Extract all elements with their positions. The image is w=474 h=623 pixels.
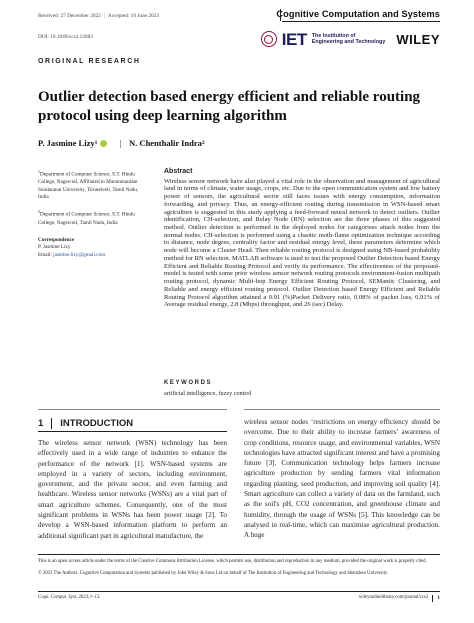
section-title: INTRODUCTION <box>60 418 134 429</box>
doi[interactable]: DOI: 10.1049/ccs2.12083 <box>38 34 93 40</box>
university-seal-icon <box>261 31 277 47</box>
correspondence-email <box>38 252 150 259</box>
footer-rule <box>38 591 440 592</box>
section-top-rule-left <box>38 409 227 410</box>
abstract <box>164 168 440 309</box>
section-top-rule-right <box>244 409 440 410</box>
iet-name-line1: The Institution of <box>311 32 356 39</box>
affiliation-1-text: Department of Computer Science, S.T. Hindu College, Nagercoil, Affiliated to Manonmaniam Sundaranar University, Tirunelveli, Tamil Nadu, India <box>38 171 139 200</box>
footnote-rule <box>38 554 440 555</box>
accepted-date: Accepted: 10 June 2023 <box>107 13 159 19</box>
orcid-icon[interactable] <box>100 140 107 147</box>
author-line: P. Jasmine Lizy 1 | N. Chenthalir Indra 2 <box>38 138 205 148</box>
author-1[interactable]: P. Jasmine Lizy <box>38 138 95 148</box>
footer-divider <box>432 595 433 602</box>
email-link[interactable]: jasmine.lizy@gmail.com <box>53 251 106 258</box>
affiliations <box>38 168 150 259</box>
iet-name <box>312 33 386 46</box>
intro-paragraph-right: wireless sensor nodes ‘restrictions on energy efficiency should be overcome. Due to their ability to increase farmers’ awareness of crop conditions, resource usage, and environmental variables, WSN technologies have attracted significant interest and have a promising future [3]. Communication technology helps farmers increase agriculture production by sending farmers vital information regarding planting, seed production, and improving soil quality [4]. Smart agriculture can collect a variety of data on the farmland, such as the soil's pH, CO2 concentration, and greenhouse climate and humidity, through the usage of WSNs [5]. This knowledge can be analysed in real-time, which can maximise agricultural production. A huge <box>244 418 440 540</box>
keywords-text: artificial intelligence, fuzzy control <box>164 390 252 397</box>
section-heading-rule <box>38 431 227 432</box>
article-type: ORIGINAL RESEARCH <box>38 58 141 65</box>
journal-citation: Cogn. Comput. Syst. 2023;1–13. <box>38 595 101 600</box>
journal-url[interactable]: wileyonlinelibrary.com/journal/ccs2 <box>358 595 429 600</box>
footer-right <box>359 595 440 602</box>
article-title: Outlier detection based energy efficient and reliable routing protocol using deep learning algorithm <box>38 89 421 124</box>
abstract-text: Wireless sensor network have also played a vital role in the observation and management of agricultural land in terms of climate, water usage, crops, etc. Due to the open communication system and low battery power of sensors, the agricultural sector still faces issues with energy consumption, information forwarding, and privacy. Thus, an energy-efficient routing during transmission in WSN-based smart agriculture is suggested in this study applying a feed-forward neural network to detect outliers. Outlier identification, CH-selection, and Relay Node (RN) selection are the three phases of this suggested method. Outlier detection is performed in the deployed nodes for categorises attack nodes from the normal nodes. CH-selection is performed using a chaotic moth-flame optimization technique according to distance, node degree, centrality factor and residual energy level, these parameters determine which node will become a Cluster Head. Then reliable routing protocol is designed using NB-based probability method for RN selection. MATLAB software is used to test the proposed Outlier Detection based Energy Efficient and Reliable Routing Protocol and verify its performance. The effectiveness of the proposed-model is tested with some prior wireless sensor network routing protocols environment-fusion multipath routing protocol, dynamic Multi-hop Energy Efficient Routing Protocol, SEMantic Clustering, and Reliable and energy efficient routing protocol. Outlier Detection based Energy Efficient and Reliable Routing Protocol algorithm attained a 0.91 (%)Packet Delivery ratio, 0.08% of packet loss, 0.91% of Average residual energy, 2.8 (Mbps) throughput, and 26 (sec) Delay. <box>164 177 440 309</box>
iet-logo: IET <box>281 29 307 49</box>
body-column-right <box>244 417 440 541</box>
section-heading <box>38 418 133 429</box>
correspondence-heading: Correspondence <box>38 236 75 243</box>
footnotes <box>38 558 440 582</box>
journal-name[interactable]: Cognitive Computation and Systems <box>276 9 440 19</box>
email-label: Email: <box>38 251 52 258</box>
page-number: 1 <box>437 595 440 601</box>
body-column-left <box>38 438 227 541</box>
received-date: Received: 27 December 2022 <box>38 13 101 19</box>
correspondence-name: P. Jasmine Lizy <box>38 244 71 251</box>
affiliation-2-sup: 2 <box>38 209 40 215</box>
license-note: This is an open access article under the terms of the Creative Commons Attribution License, which permits use, distribution and reproduction in any medium, provided the original work is properly cited. <box>38 559 427 564</box>
publisher-logos <box>261 27 440 51</box>
affiliation-2-text: Department of Computer Science, S.T. Hindu College, Nagercoil, Tamil Nadu, India <box>38 212 135 226</box>
section-divider <box>51 418 52 429</box>
author-2[interactable]: N. Chenthalir Indra <box>129 138 202 148</box>
affiliation-1-sup: 1 <box>38 169 40 174</box>
wiley-logo: WILEY <box>396 31 440 47</box>
abstract-heading: Abstract <box>164 168 193 175</box>
keywords-heading: KEYWORDS <box>164 380 213 386</box>
author-separator: | <box>119 138 122 148</box>
affiliation-1 <box>38 168 150 201</box>
date-separator: | <box>103 13 105 19</box>
intro-paragraph-left: The wireless sensor network (WSN) technology has been effectively used in a wide range of industries to enhance the performance of the network [1]. WSN-based systems are employed in a variety of sectors, including environment, government, and the private sector, and even farming and healthcare. Wireless sensor networks (WSNs) are a vital part of smart agriculture schemes. Consequently, one of the most significant problems in WSNs has been power usage [2]. To develop a WSN-based information platform to perform an additional significant part in agricultural manufacture, the <box>38 439 227 540</box>
affiliation-2 <box>38 208 150 227</box>
copyright-note: © 2023 The Authors. Cognitive Computation and Systems published by John Wiley & Sons Ltd on behalf of The Institution of Engineering and Technology and Shenzhen University. <box>38 571 389 576</box>
section-number: 1 <box>38 418 44 429</box>
header-rule <box>282 21 440 22</box>
received-accepted-dates <box>38 12 159 20</box>
iet-name-line2: Engineering and Technology <box>311 39 386 45</box>
